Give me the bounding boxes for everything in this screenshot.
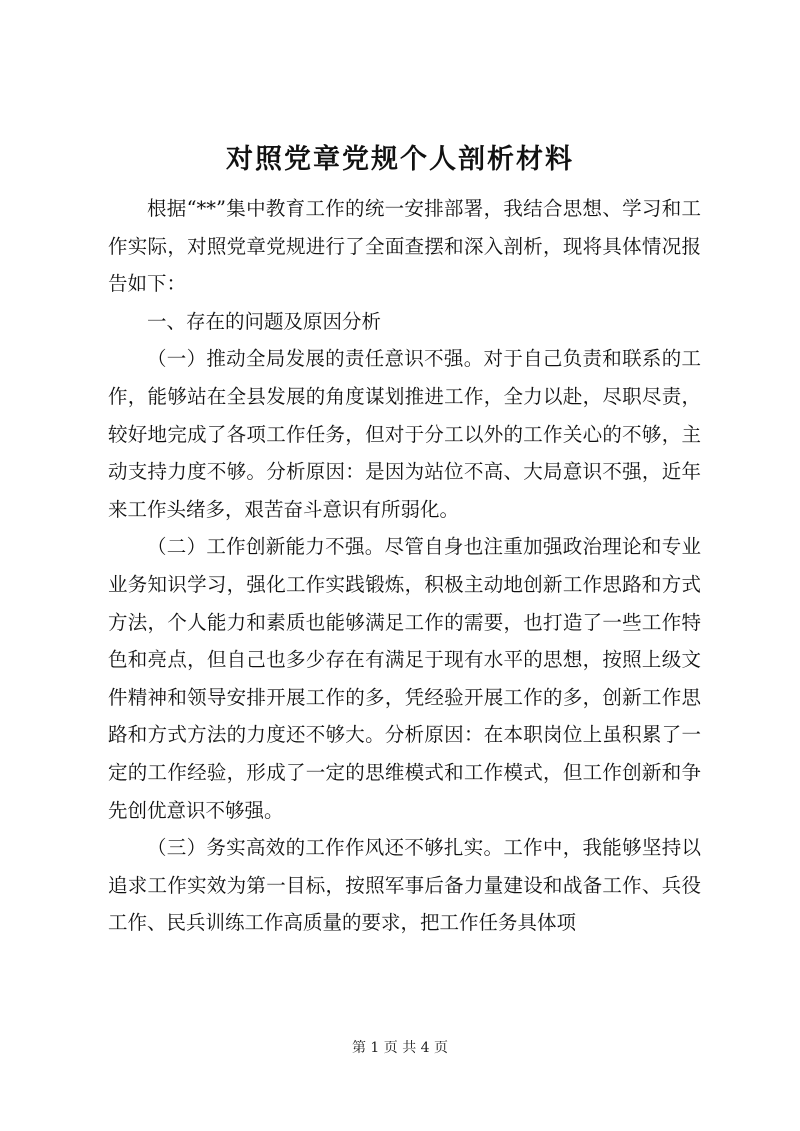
paragraph-intro: 根据“**”集中教育工作的统一安排部署，我结合思想、学习和工作实际，对照党章党规进行了全面查摆和深入剖析，现将具体情况报告如下： xyxy=(108,197,701,296)
paragraph-item-3: （三）务实高效的工作作风还不够扎实。工作中，我能够坚持以追求工作实效为第一目标，按照军事后备力量建设和战备工作、兵役工作、民兵训练工作高质量的要求，把工作任务具体项 xyxy=(108,836,701,935)
page-footer: 第 1 页 共 4 页 xyxy=(351,1040,449,1056)
paragraph-item-1: （一）推动全局发展的责任意识不强。对于自己负责和联系的工作，能够站在全县发展的角度谋划推进工作，全力以赴，尽职尽责，较好地完成了各项工作任务，但对于分工以外的工作关心的不够，主动支持力度不够。分析原因：是因为站位不高、大局意识不强，近年来工作头绪多，艰苦奋斗意识有所弱化。 xyxy=(108,347,701,521)
section-heading-problems: 一、存在的问题及原因分析 xyxy=(147,309,382,333)
document-body xyxy=(108,190,701,942)
document-title: 对照党章党规个人剖析材料 xyxy=(226,144,574,175)
paragraph-item-2: （二）工作创新能力不强。尽管自身也注重加强政治理论和专业业务知识学习，强化工作实践锻炼，积极主动地创新工作思路和方式方法，个人能力和素质也能够满足工作的需要，也打造了一些工作特色和亮点，但自己也多少存在有满足于现有水平的思想，按照上级文件精神和领导安排开展工作的多，凭经验开展工作的多，创新工作思路和方式方法的力度还不够大。分析原因：在本职岗位上虽积累了一定的工作经验，形成了一定的思维模式和工作模式，但工作创新和争先创优意识不够强。 xyxy=(108,535,701,822)
